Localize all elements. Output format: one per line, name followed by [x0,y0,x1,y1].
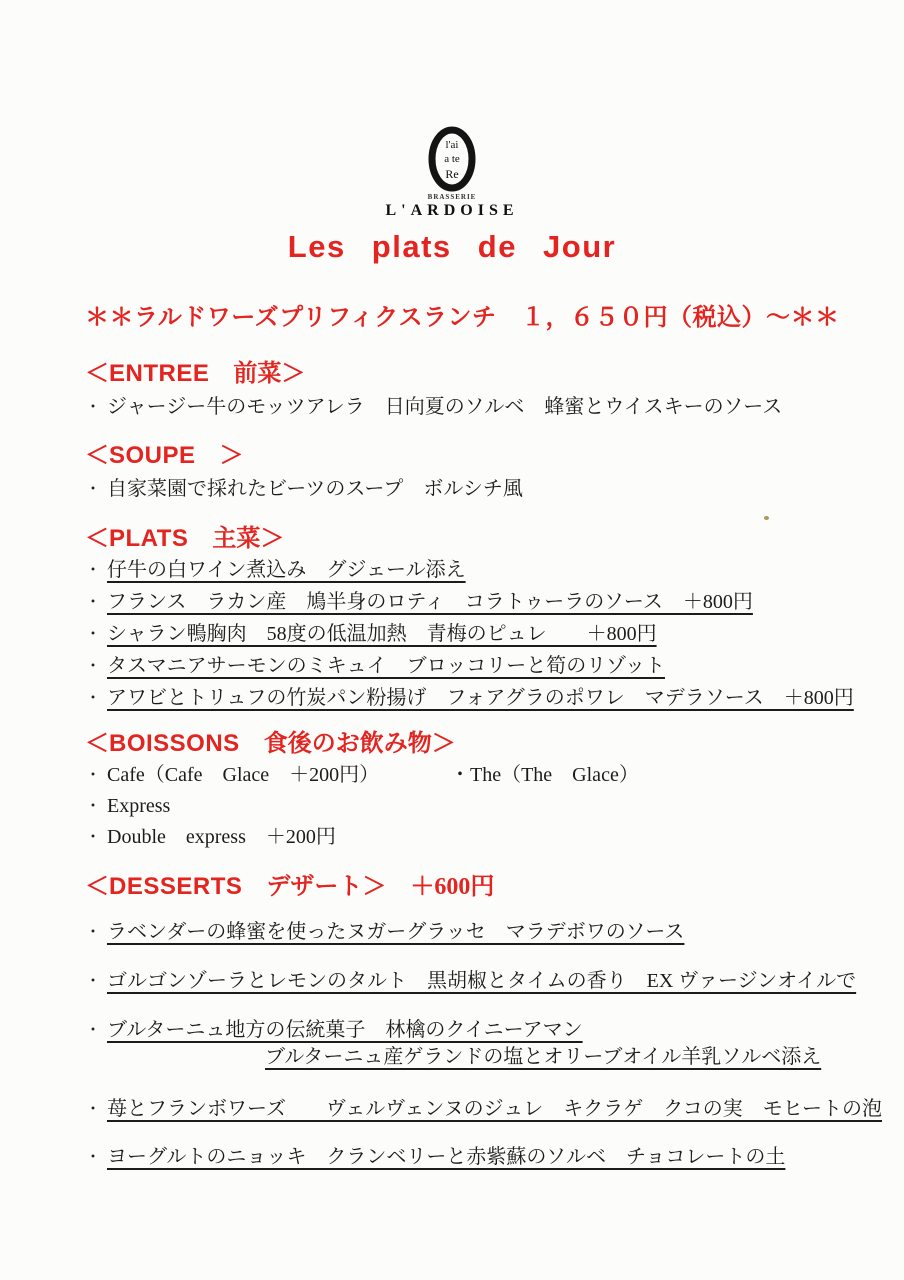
section-heading-boissons [85,730,904,758]
item-bullet: ・ [85,973,102,990]
item-bullet: ・ [85,1149,102,1166]
item-text: ジャージー牛のモッツアレラ 日向夏のソルベ 蜂蜜とウイスキーのソース [107,396,783,418]
item-bullet: ・ [85,690,102,707]
item-text: シャラン鴨胸肉 58度の低温加熱 青梅のピュレ ＋800円 [107,623,657,645]
item-bullet: ・ [85,626,102,643]
item-text: 仔牛の白ワイン煮込み グジェール添え [107,559,466,581]
section-boissons [85,730,904,851]
menu-item [85,395,904,420]
logo-monogram: a te [444,153,460,165]
menu-item [85,1017,904,1070]
item-text: Cafe（Cafe Glace ＋200円） [107,764,380,786]
section-soupe [85,442,904,502]
heading-rest: 前菜＞ [209,361,306,387]
heading-bracket-open: ＜ [85,443,109,469]
menu-title: Les plats de Jour [287,229,617,264]
heading-rest: デザート＞ ＋600円 [242,874,495,900]
heading-latin: ENTREE [109,360,210,387]
menu-item [85,1096,904,1123]
logo-monogram: l'ai [445,139,459,151]
restaurant-logo [427,126,477,192]
menu-item [85,968,904,995]
item-bullet: ・ [85,481,102,498]
item-text: アワビとトリュフの竹炭パン粉揚げ フォアグラのポワレ マデラソース ＋800円 [107,687,854,709]
heading-rest: 食後のお飲み物＞ [239,731,456,757]
heading-latin: PLATS [109,525,189,552]
heading-bracket-open: ＜ [85,526,109,552]
menu-item [85,824,904,851]
item-bullet: ・ [85,399,102,416]
menu-item [85,620,904,649]
heading-rest: ＞ [195,443,244,469]
item-text-continuation: ブルターニュ産ゲランドの塩とオリーブオイル羊乳ソルベ添え [265,1046,822,1068]
section-heading-soupe [85,442,904,470]
item-bullet: ・ [85,1022,102,1039]
heading-latin: BOISSONS [109,730,240,757]
item-bullet: ・ [85,562,102,579]
item-text: 自家菜園で採れたビーツのスープ ボルシチ風 [107,478,523,500]
menu-item [85,793,904,820]
menu-item [85,762,904,789]
menu-item [85,919,904,946]
heading-bracket-open: ＜ [85,361,109,387]
menu-item [85,1144,904,1171]
item-bullet: ・ [85,658,102,675]
section-heading-entree [85,360,904,388]
item-text: Double express ＋200円 [107,826,336,848]
heading-latin: SOUPE [109,442,196,469]
item-bullet: ・ [85,798,102,815]
section-entree [85,360,904,420]
item-text: フランス ラカン産 鳩半身のロティ コラトゥーラのソース ＋800円 [107,591,753,613]
menu-item [85,588,904,617]
scan-speck [764,516,769,520]
item-bullet: ・ [85,594,102,611]
brand-tagline: BRASSERIE [427,193,477,201]
item-bullet: ・ [85,767,102,784]
menu-item [85,684,904,713]
heading-bracket-open: ＜ [85,874,109,900]
heading-latin: DESSERTS [109,873,243,900]
section-heading-desserts [85,873,904,901]
prix-fixe-line: ＊＊ラルドワーズプリフィクスランチ １，６５０円（税込）～＊＊ [85,305,840,331]
heading-bracket-open: ＜ [85,731,109,757]
item-text: ラベンダーの蜂蜜を使ったヌガーグラッセ マラデボワのソース [107,921,685,943]
item-text: ヨーグルトのニョッキ クランベリーと赤紫蘇のソルベ チョコレートの土 [107,1146,786,1168]
menu-item [85,477,904,502]
boissons-right-column: ・The（The Glace） [450,764,639,786]
item-bullet: ・ [85,829,102,846]
item-text: Express [107,795,171,817]
section-heading-plats [85,525,904,553]
logo-monogram: Re [445,167,459,181]
item-bullet: ・ [85,1101,102,1118]
item-text: ブルターニュ地方の伝統菓子 林檎のクイニーアマン [107,1019,583,1041]
menu-item [85,652,904,681]
menu-item [85,556,904,585]
item-text: 苺とフランボワーズ ヴェルヴェンヌのジュレ キクラゲ クコの実 モヒートの泡 [107,1098,882,1120]
brand-name: L'ARDOISE [385,202,519,219]
item-bullet: ・ [85,924,102,941]
item-text: タスマニアサーモンのミキュイ ブロッコリーと筍のリゾット [107,655,665,677]
section-desserts [85,873,904,1171]
item-text: ゴルゴンゾーラとレモンのタルト 黒胡椒とタイムの香り EX ヴァージンオイルで [107,970,857,992]
section-plats [85,525,904,713]
menu-header [0,0,904,265]
heading-rest: 主菜＞ [188,526,285,552]
